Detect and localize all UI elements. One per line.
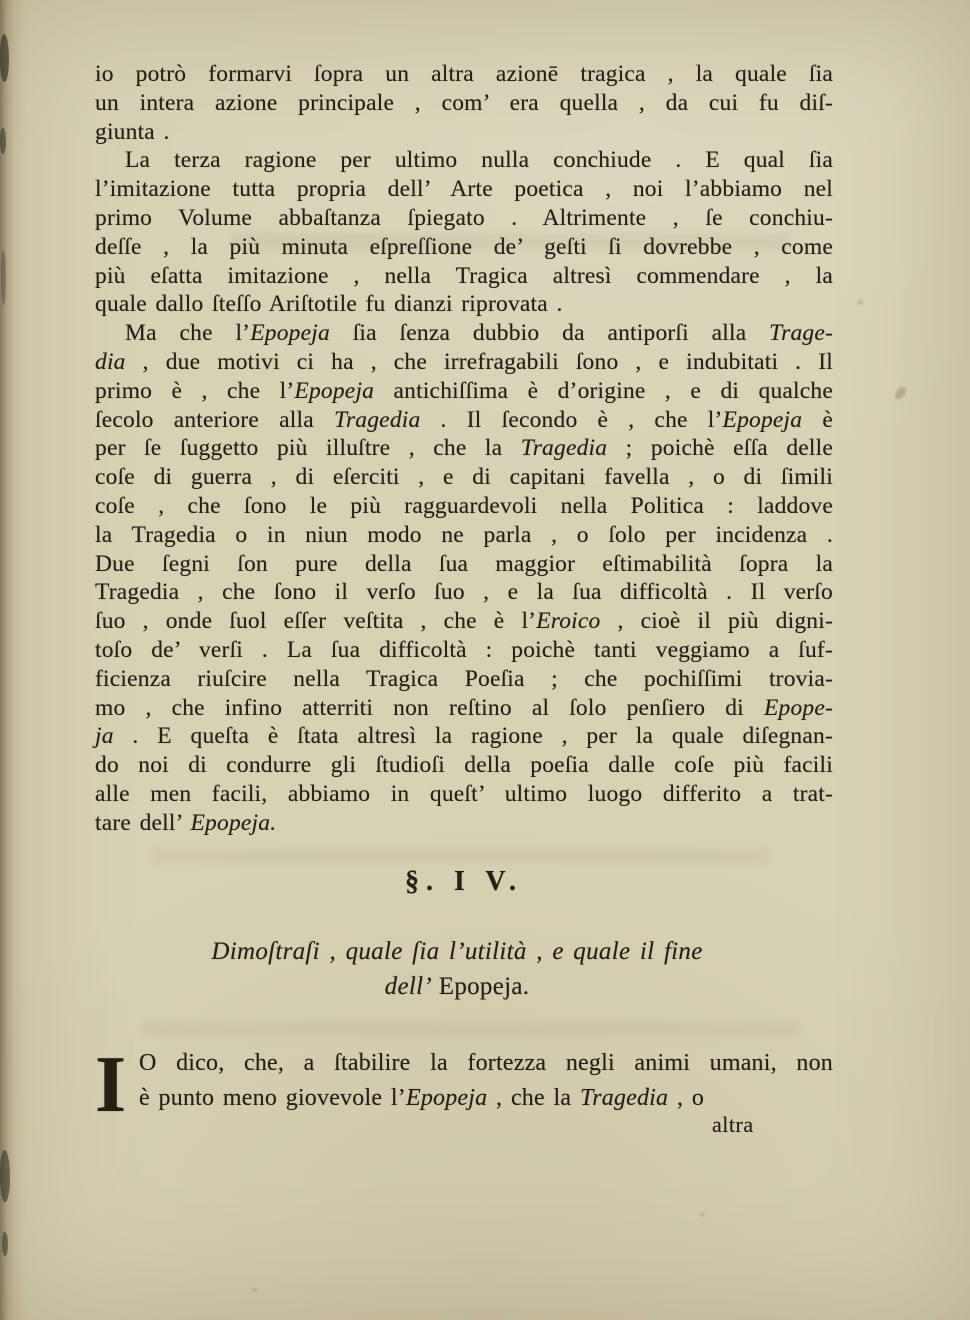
text-segment: alle men facili, abbiamo in queſt’ ultimo luogo differito a trat- [95,780,833,807]
text-line [95,463,833,492]
text-segment: ficienza riuſcire nella Tragica Poeſia ; che pochiſſimi trovia- [95,665,833,692]
binding-ink-mark [0,1150,10,1202]
text-line [95,636,833,665]
italic-text-segment: Tragedia [579,1085,669,1111]
text-segment: , o [668,1085,705,1111]
text-line [95,204,833,233]
text-line [95,60,833,89]
text-segment: ſuo , onde ſuol eſſer veſtita , che è l’ [95,608,537,635]
binding-ink-mark [0,128,6,154]
text-segment: quale dallo ſteſſo Ariſtotile fu dianzi riprovata . [95,291,563,318]
text-segment: è punto meno giovevole l’ [139,1085,406,1111]
italic-text-segment: Tragedia [333,406,421,433]
text-line [95,780,833,809]
text-segment: . Il ſecondo è , che l’ [420,406,723,433]
text-segment: un intera azione principale , com’ era quella , da cui fu diſ- [95,89,833,116]
text-segment: Ma che l’ [125,320,251,347]
text-line [95,290,833,319]
italic-text-segment: dell’ [384,973,439,1000]
text-line [95,751,833,780]
italic-text-segment: Dimoſtraſi , quale ſia l’utilità , e quale il fine [211,938,703,965]
text-segment: Tragedia , che ſono il verſo ſuo , e la ſua difficoltà . Il verſo [95,579,833,606]
text-segment: è [802,406,833,433]
text-segment: , due motivi ci ha , che irrefragabili ſono , e indubitati . Il [125,348,833,375]
italic-text-segment: Epopeja [250,320,330,347]
text-line [95,377,833,406]
text-segment: , cioè il più digni- [600,608,833,635]
text-line [95,607,833,636]
binding-ink-mark [1,250,6,305]
text-segment: mo , che infino atterriti non reſtino al ſolo penſiero di [95,694,764,721]
text-segment: giunta . [95,118,170,145]
text-line [88,969,826,1004]
text-line [95,492,833,521]
text-segment: La terza ragione per ultimo nulla conchiude . E qual ſia [125,147,833,174]
text-segment: ; poichè eſſa delle [607,435,833,462]
italic-text-segment: Epopeja [405,1085,488,1111]
italic-text-segment: Eroico [536,608,601,635]
text-segment: do noi di condurre gli ſtudioſi della poeſia dalle coſe più facili [95,752,833,779]
binding-gutter-shadow [0,0,26,1320]
opening-paragraph-lines [139,1046,833,1116]
text-segment: antichiſſima è d’origine , e di qualche [374,377,833,404]
text-line [95,233,833,262]
text-segment: la Tragedia o in niun modo ne parla , o ſolo per incidenza . [95,521,833,548]
show-through-mark [150,848,770,864]
text-segment: . E queſta è ſtata altresì la ragione , per la quale diſegnan- [113,723,833,750]
text-line [139,1081,833,1116]
text-segment: O dico, che, a ſtabilire la fortezza negli animi umani, non [139,1050,833,1076]
catchword: altra [712,1112,754,1137]
text-segment: tare dell’ [95,809,191,836]
text-line [139,1046,833,1081]
text-line [95,175,833,204]
text-segment: Due ſegni ſon pure della ſua maggior eſtimabilità ſopra la [95,550,833,577]
text-segment: primo Volume abbaſtanza ſpiegato . Altrimente , ſe conchiu- [95,204,833,231]
text-line [95,578,833,607]
text-line [88,934,826,969]
text-segment: l’imitazione tutta propria dell’ Arte poetica , noi l’abbiamo nel [95,176,833,203]
italic-text-segment: Epope- [763,694,833,721]
italic-text-segment: Epopeja [294,377,375,404]
italic-text-segment: dia [95,348,126,375]
text-segment: ſia ſenza dubbio da antiporſi alla [329,320,770,347]
italic-text-segment: ja [95,723,114,750]
text-line [95,406,833,435]
text-segment: coſe , che ſono le più ragguardevoli nella Politica : laddove [95,492,833,519]
italic-text-segment: Tragedia [520,435,608,462]
text-segment: ſecolo anteriore alla [95,406,334,433]
text-line [95,262,833,291]
main-text-block [95,60,833,838]
binding-ink-mark [0,34,9,82]
text-segment: più eſatta imitazione , nella Tragica altresì commendare , la [95,262,833,289]
text-segment: per ſe ſuggetto più illuſtre , che la [95,435,521,462]
text-line [95,146,833,175]
italic-text-segment: Epopeja [722,406,803,433]
text-line [95,521,833,550]
margin-speck [252,1288,258,1292]
text-line [95,722,833,751]
binding-ink-mark [2,1232,8,1256]
section-subtitle [88,934,826,1004]
show-through-mark [140,1022,800,1036]
italic-text-segment: Trage- [769,320,833,347]
text-line [95,89,833,118]
text-segment: Epopeja. [438,973,530,1000]
text-line [95,665,833,694]
text-line [95,809,833,838]
margin-speck [700,1212,705,1217]
italic-text-segment: Epopeja. [190,809,277,836]
text-segment: , che la [487,1085,580,1111]
text-line [95,319,833,348]
text-segment: coſe di guerra , di eſerciti , e di capitani favella , o di ſimili [95,464,833,491]
section-heading: §. I V. [404,866,523,897]
text-segment: deſſe , la più minuta eſpreſſione de’ geſti ſi dovrebbe , come [95,233,833,260]
text-line [95,118,833,147]
drop-cap-initial: I [95,1041,127,1129]
text-line [95,694,833,723]
text-line [95,348,833,377]
text-segment: io potrò formarvi ſopra un altra azionē tragica , la quale ſia [95,61,833,87]
text-segment: toſo de’ verſi . La ſua difficoltà : poichè tanti veggiamo a ſuf- [95,636,833,663]
margin-speck [893,385,908,402]
text-segment: primo è , che l’ [95,377,295,404]
margin-speck [858,300,863,305]
text-line [95,434,833,463]
text-line [95,550,833,579]
